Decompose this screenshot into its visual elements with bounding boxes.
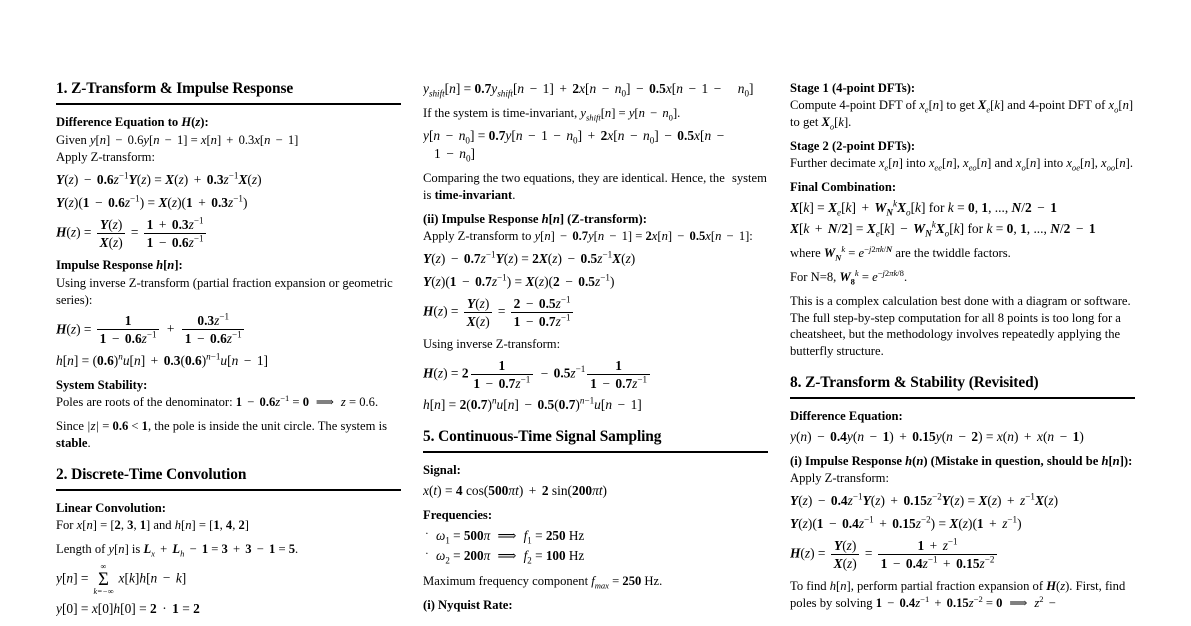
line-if-time-invariant: If the system is time-invariant, $y_{shift}[n] = y[n - n_0]$. (423, 106, 681, 123)
section-8-heading: 8. Z-Transform & Stability (Revisited) (790, 374, 1039, 392)
line-given-equation: Given y[n] − 0.6y[n − 1] = x[n] + 0.3x[n − 1] (56, 132, 299, 147)
equation-y0-cutoff: y[0] = x[0]h[0] = 2 · 1 = 2 (56, 601, 200, 617)
subheading-stage-2: Stage 2 (2-point DFTs): (790, 139, 916, 154)
subheading-signal: Signal: (423, 463, 461, 478)
line-stability-conclusion: Since |z| = 0.6 < 1, the pole is inside the unit circle. The system is stable. (56, 418, 387, 450)
line-using-inverse: Using inverse Z-transform (partial fraction expansion or geometric series): (56, 275, 393, 307)
subheading-difference-equation-8: Difference Equation: (790, 409, 903, 424)
section-1-rule (56, 103, 401, 105)
equation-ii-partial: H(z) = 2 $\frac{1}{1 - 0.7z^{-1}}$ − $0.5z^{-1}$ $\frac{1}{1 - 0.7z^{-1}}$ (423, 358, 768, 391)
subheading-8-part-i: (i) Impulse Response h(n) (Mistake in question, should be h[n]): (790, 453, 1133, 468)
equation-convolution-sum: y[n] = ∞ Σ k=−∞ x[k]h[n − k] (56, 562, 187, 596)
equation-yn-minus-n0: $y[n - n_0] = 0.7y[n - 1 - n_0] + 2x[n - n_0] - 0.5x[n - 1 - n_0]$ (423, 127, 725, 164)
fft-continuation (790, 80, 1135, 360)
bold-stable: stable (56, 435, 88, 450)
section-5 (423, 428, 768, 613)
section-2-heading: 2. Discrete-Time Convolution (56, 465, 247, 483)
line-twiddle-factors: where $W_N^k = e^{-j2\pi k/N}$ are the twiddle factors. (790, 243, 1011, 263)
equation-ii-2: $Y(z)(1 - 0.7z^{-1}) = X(z)(2 - 0.5z^{-1})$ (423, 272, 615, 290)
equation-signal-xt: x(t) = 4 cos(500πt) + 2 sin(200πt) (423, 482, 608, 498)
line-stage-2: Further decimate $x_e[n]$ into $x_{ee}[n]$, $x_{eo}[n]$ and $x_o[n]$ into $x_{oe}[n]$, $x_{oo}[n]$. (790, 156, 1133, 173)
section-5-rule (423, 451, 768, 453)
subheading-linear-convolution: Linear Convolution: (56, 500, 166, 515)
column-1 (56, 80, 401, 626)
line-8-to-find-hn: To find h[n], perform partial fraction expansion of H(z). First, find poles by solving $1 - 0.4z^{-1} + 0.15z^{-2} = 0$ ⟹ $z^2$ − (790, 579, 1126, 611)
equation-fft-combine-2: $X[k + N/2] = X_e[k] - W_N^kX_o[k]$ for k = 0, 1, ..., N/2 − 1 (790, 219, 1096, 239)
equation-partial-fractions: H(z) = $\frac{1}{1 - 0.6z^{-1}}$ + $\frac{0.3z^{-1}}{1 - 0.6z^{-1}}$ (56, 314, 401, 347)
line-apply-z-transform: Apply Z-transform: (56, 150, 155, 165)
section-1 (56, 80, 401, 452)
subheading-impulse-response: Impulse Response h[n]: (56, 258, 183, 273)
bullet-icon: · (425, 548, 429, 561)
subheading-final-combination: Final Combination: (790, 180, 897, 195)
line-max-frequency: Maximum frequency component $f_{max} = 250$ Hz. (423, 573, 663, 591)
line-stage-1: Compute 4-point DFT of $x_e[n]$ to get $X_e[k]$ and 4-point DFT of $x_o[n]$ to get $X_o[k]$. (790, 98, 1134, 132)
column-3 (790, 80, 1135, 626)
section-5-heading: 5. Continuous-Time Signal Sampling (423, 428, 662, 446)
line-complex-calculation-note: This is a complex calculation best done with a diagram or software. The full step-by-step computation for all 8 points is too long for a cheatsheet, but the methodology involves repeatedly applying the butterfly structure. (790, 293, 1131, 359)
line-comparing-equations: Comparing the two equations, they are identical. Hence, the system is time-invariant. (423, 171, 767, 203)
subheading-difference-equation: Difference Equation to H(z): (56, 115, 209, 130)
line-using-inverse-z: Using inverse Z-transform: (423, 337, 561, 352)
bold-time-invariant: time-invariant (434, 188, 513, 203)
section-8-rule (790, 397, 1135, 399)
subheading-nyquist-rate: (i) Nyquist Rate: (423, 597, 513, 612)
equation-8-1: $Y(z) - 0.4z^{-1}Y(z) + 0.15z^{-2}Y(z) = X(z) + z^{-1}X(z)$ (790, 491, 1059, 508)
frequency-item-1: · $\omega_1 = 500\pi$ ⟹ $f_1 = 250$ Hz (425, 528, 585, 546)
section-1-heading: 1. Z-Transform & Impulse Response (56, 80, 294, 97)
subheading-frequencies: Frequencies: (423, 507, 493, 522)
line-for-n8: For N=8, $W_8^k = e^{-j2\pi k/8}$. (790, 267, 908, 287)
column-container (56, 80, 1135, 626)
subheading-stage-1: Stage 1 (4-point DFTs): (790, 81, 916, 95)
bullet-icon: · (425, 528, 429, 541)
equation-yshift: $y_{shift}[n] = 0.7y_{shift}[n - 1] + 2x[n - n_0] - 0.5x[n - 1 - n_0]$ (423, 81, 754, 99)
section-8 (790, 374, 1135, 612)
subheading-part-ii: (ii) Impulse Response h[n] (Z-transform): (423, 211, 647, 226)
frequency-list (423, 526, 768, 566)
equation-ii-hn: $h[n] = 2(0.7)^nu[n] - 0.5(0.7)^{n-1}u[n - 1]$ (423, 395, 642, 413)
equation-factored: $Y(z)(1 - 0.6z^{-1}) = X(z)(1 + 0.3z^{-1})$ (56, 193, 248, 211)
frequency-item-2: · $\omega_2 = 200\pi$ ⟹ $f_2 = 100$ Hz (425, 548, 585, 566)
line-apply-z-to-yn: Apply Z-transform to y[n] − 0.7y[n − 1] = 2x[n] − 0.5x[n − 1]: (423, 229, 753, 244)
time-invariance-continuation (423, 80, 768, 204)
equation-8-difference: y(n) − 0.4y(n − 1) + 0.15y(n − 2) = x(n) + x(n − 1) (790, 428, 1084, 444)
line-poles: Poles are roots of the denominator: $1 - 0.6z^{-1} = 0$ ⟹ z = 0.6. (56, 392, 379, 410)
equation-hn-result: $h[n] = (0.6)^nu[n] + 0.3(0.6)^{n-1}u[n - 1]$ (56, 351, 269, 368)
line-length-of-yn: Length of y[n] is $L_x + L_h - 1 = 3 + 3 - 1 = 5$. (56, 542, 299, 559)
line-8-apply-z: Apply Z-transform: (790, 471, 889, 486)
subheading-system-stability: System Stability: (56, 377, 148, 392)
column-2 (423, 80, 768, 626)
part-ii-impulse-response (423, 211, 768, 414)
equation-8-2: $Y(z)(1 - 0.4z^{-1} + 0.15z^{-2}) = X(z)(1 + z^{-1})$ (790, 514, 1022, 532)
equation-ii-transfer: H(z) = $\frac{Y(z)}{X(z)}$ = $\frac{2 - 0.5z^{-1}}{1 - 0.7z^{-1}}$ (423, 296, 768, 329)
line-for-xn-hn: For x[n] = [2, 3, 1] and h[n] = [1, 4, 2] (56, 518, 249, 533)
section-2 (56, 466, 401, 619)
equation-transfer-function: H(z) = $\frac{Y(z)}{X(z)}$ = $\frac{1 + 0.3z^{-1}}{1 - 0.6z^{-1}}$ (56, 217, 401, 250)
equation-ii-1: $Y(z) - 0.7z^{-1}Y(z) = 2X(z) - 0.5z^{-1}X(z)$ (423, 249, 636, 267)
equation-8-transfer: H(z) = $\frac{Y(z)}{X(z)}$ = $\frac{1 + z^{-1}}{1 - 0.4z^{-1} + 0.15z^{-2}}$ (790, 538, 1135, 571)
equation-y-minus-06z: $Y(z) - 0.6z^{-1}Y(z) = X(z) + 0.3z^{-1}X(z)$ (56, 170, 262, 188)
section-2-rule (56, 489, 401, 491)
equation-fft-combine-1: $X[k] = X_e[k] + W_N^kX_o[k]$ for k = 0, 1, ..., N/2 − 1 (790, 198, 1057, 218)
